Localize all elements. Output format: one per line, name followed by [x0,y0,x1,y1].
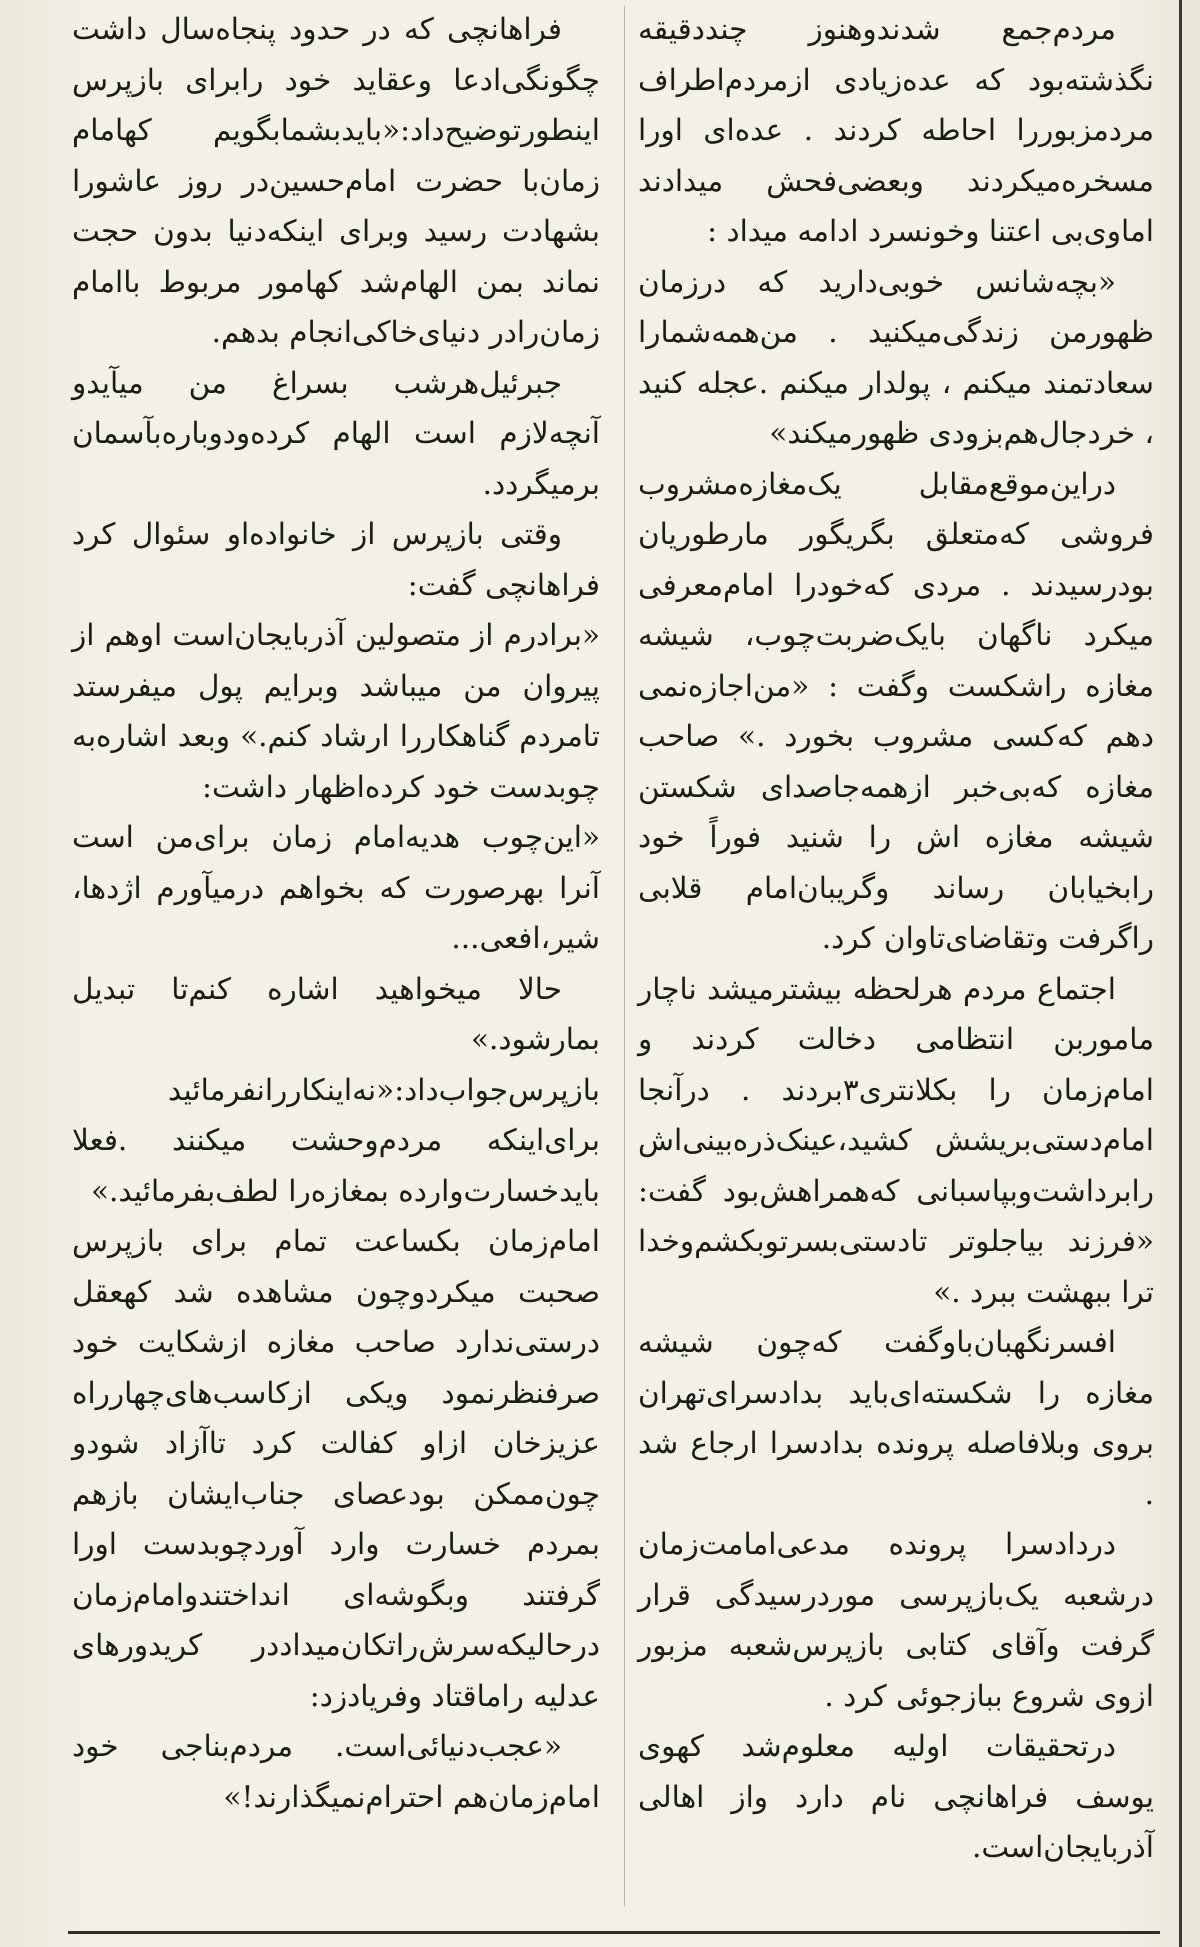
article-column-left [72,4,600,1822]
paragraph-gabriel: جبرئیل‌هرشب بسراغ من میآیدو آنچه‌لازم است الهام کرده‌ودوباره‌بآسمان برمیگردد. [72,365,600,501]
paragraph-police-station: اجتماع مردم هرلحظه بیشتر‌میشد ناچار ماموربن انتظامی دخالت کردند و امام‌زمان را بکلانتری۳بردند . درآنجا امام‌دستی‌بریشش کشید،عینک‌ذره‌بینی‌اش رابرداشت‌وبپاسبانی که‌همراهش‌بود گفت: «فرزند بیاجلوتر تادستی‌بسر‌توبکشم‌وخدا ترا ببهشت ببرد .» [638,971,1154,1309]
paragraph-prosecutor-office: درداد‌سرا پرونده مدعی‌امامت‌زمان در‌شعبه یک‌بازپرسی مورد‌رسیدگی قرار گرفت وآقای کتابی بازپرس‌شعبه مزبور ازوی شروع ببازجوئی کرد . [638,1527,1154,1713]
paragraph-brother: «برادرم از متصولین آذربایجان‌است اوهم از پیروان من میباشد وبرایم پول میفرستد تامردم گناهکاررا ارشاد کنم.» وبعد اشاره‌به چوبدست خود کرده‌اظهار داشت: [72,618,600,804]
paragraph-crowd-gathers: مردم‌جمع شدند‌وهنوز چند‌دقیقه نگذشته‌بود که عده‌زیادی ازمردم‌اطراف مرد‌مز‌بور‌را احاطه کردند . عده‌ای اورا مسخره‌میکردند وبعضی‌فحش میدادند اماوی‌بی اعتنا وخونسرد ادامه میداد : [638,12,1154,248]
column-divider [624,6,625,1906]
paragraph-farahanchi-claims: فراهانچی که در حدود پنجاه‌سال داشت چگونگی‌ادعا وعقاید خود رابرای بازپرس اینطورتوضیح‌داد:«بایدبشمابگویم کهامام زمان‌با حضرت امام‌حسین‌در روز عاشورا بشهادت رسید وبرای اینکه‌دنیا بدون حجت نماند بمن الهام‌شد کهامور مربوط باامام زمان‌رادر دنیای‌خاکی‌انجام بدهم. [72,12,600,349]
paragraph-prosecutor-reply: بازپرس‌جواب‌داد:«نه‌اینکاررانفرمائید برای‌اینکه مردم‌وحشت میکنند .فعلا بایدخسارت‌وارده بمغازه‌را لطف‌بفرمائید.» [72,1072,600,1208]
paragraph-liquor-shop: دراین‌موقع‌مقابل یک‌مغازه‌مشروب فروشی که‌متعلق بگریگور مارطوریان بودرسیدند . مردی که‌خود‌را امام‌معرفی میکرد ناگهان بایک‌ضربت‌چوب، شیشه مغازه راشکست وگفت : «من‌اجازه‌نمی دهم که‌کسی مشروب بخورد .» صاحب مغازه که‌بی‌خبر ازهمه‌جا‌صدای شکستن شیشه مغازه اش را شنید فوراً خود رابخیابان رساند وگریبان‌امام قلابی راگرفت وتقاضای‌تاوان کرد. [638,466,1154,955]
paragraph-officer-referral: افسر‌نگهبان‌باو‌گفت که‌چون شیشه مغازه را شکسته‌ای‌باید بداد‌سرای‌تهران بروی وبلافاصله پرونده بداد‌سرا ارجاع شد . [638,1325,1154,1511]
article-column-right [638,4,1154,1873]
paragraph-family-question: وقتی بازپرس از خانواده‌او سئوال کرد فراهانچی گفت: [72,517,600,602]
paragraph-initial-investigation: درتحقیقات اولیه معلوم‌شد کهوی یوسف فراهانچی نام دارد واز اهالی آذربایجان‌است. [638,1729,1154,1864]
paragraph-closing-quote: «عجب‌دنیائی‌است. مردم‌بناجی خود امام‌زمان‌هم احترام‌نمیگذارند!» [72,1729,600,1814]
paragraph-magic-staff: «این‌چوب هدیه‌امام زمان برای‌من است آنرا بهرصورت که بخواهم درمیآورم اژدها، شیر،افعی... [72,820,600,955]
page-edge-rule [1179,0,1182,1947]
paragraph-imam-speech: «بچه‌شانس خوبی‌دارید که درزمان ظهورمن زندگی‌میکنید . من‌همه‌شمارا سعاد‌تمند میکنم ، پولدار میکنم .عجله کنید ، خرد‌جال‌هم‌بزودی ظهورمیکند» [638,264,1154,450]
bottom-rule [68,1931,1160,1934]
paragraph-release: امام‌زمان بکساعت تمام برای بازپرس صحبت میکردوچون مشاهده شد کهعقل درستی‌ندارد صاحب مغازه ازشکایت خود صرفنظر‌نمود ویکی ازکاسب‌های‌چهارراه عزیزخان ازاو کفالت کرد تاآزاد شودو چون‌ممکن بودعصای جناب‌ایشان بازهم بمردم خسارت وارد آوردچوبدست اورا گرفتند وبگوشه‌ای انداختندوامام‌زمان درحالیکه‌سرش‌راتکان‌میداددر کریدورهای عدلیه راماقتاد وفریادزد: [72,1224,600,1713]
paragraph-snake-offer: حالا میخواهید اشاره کنم‌تا تبدیل بمارشود.» [72,971,600,1056]
